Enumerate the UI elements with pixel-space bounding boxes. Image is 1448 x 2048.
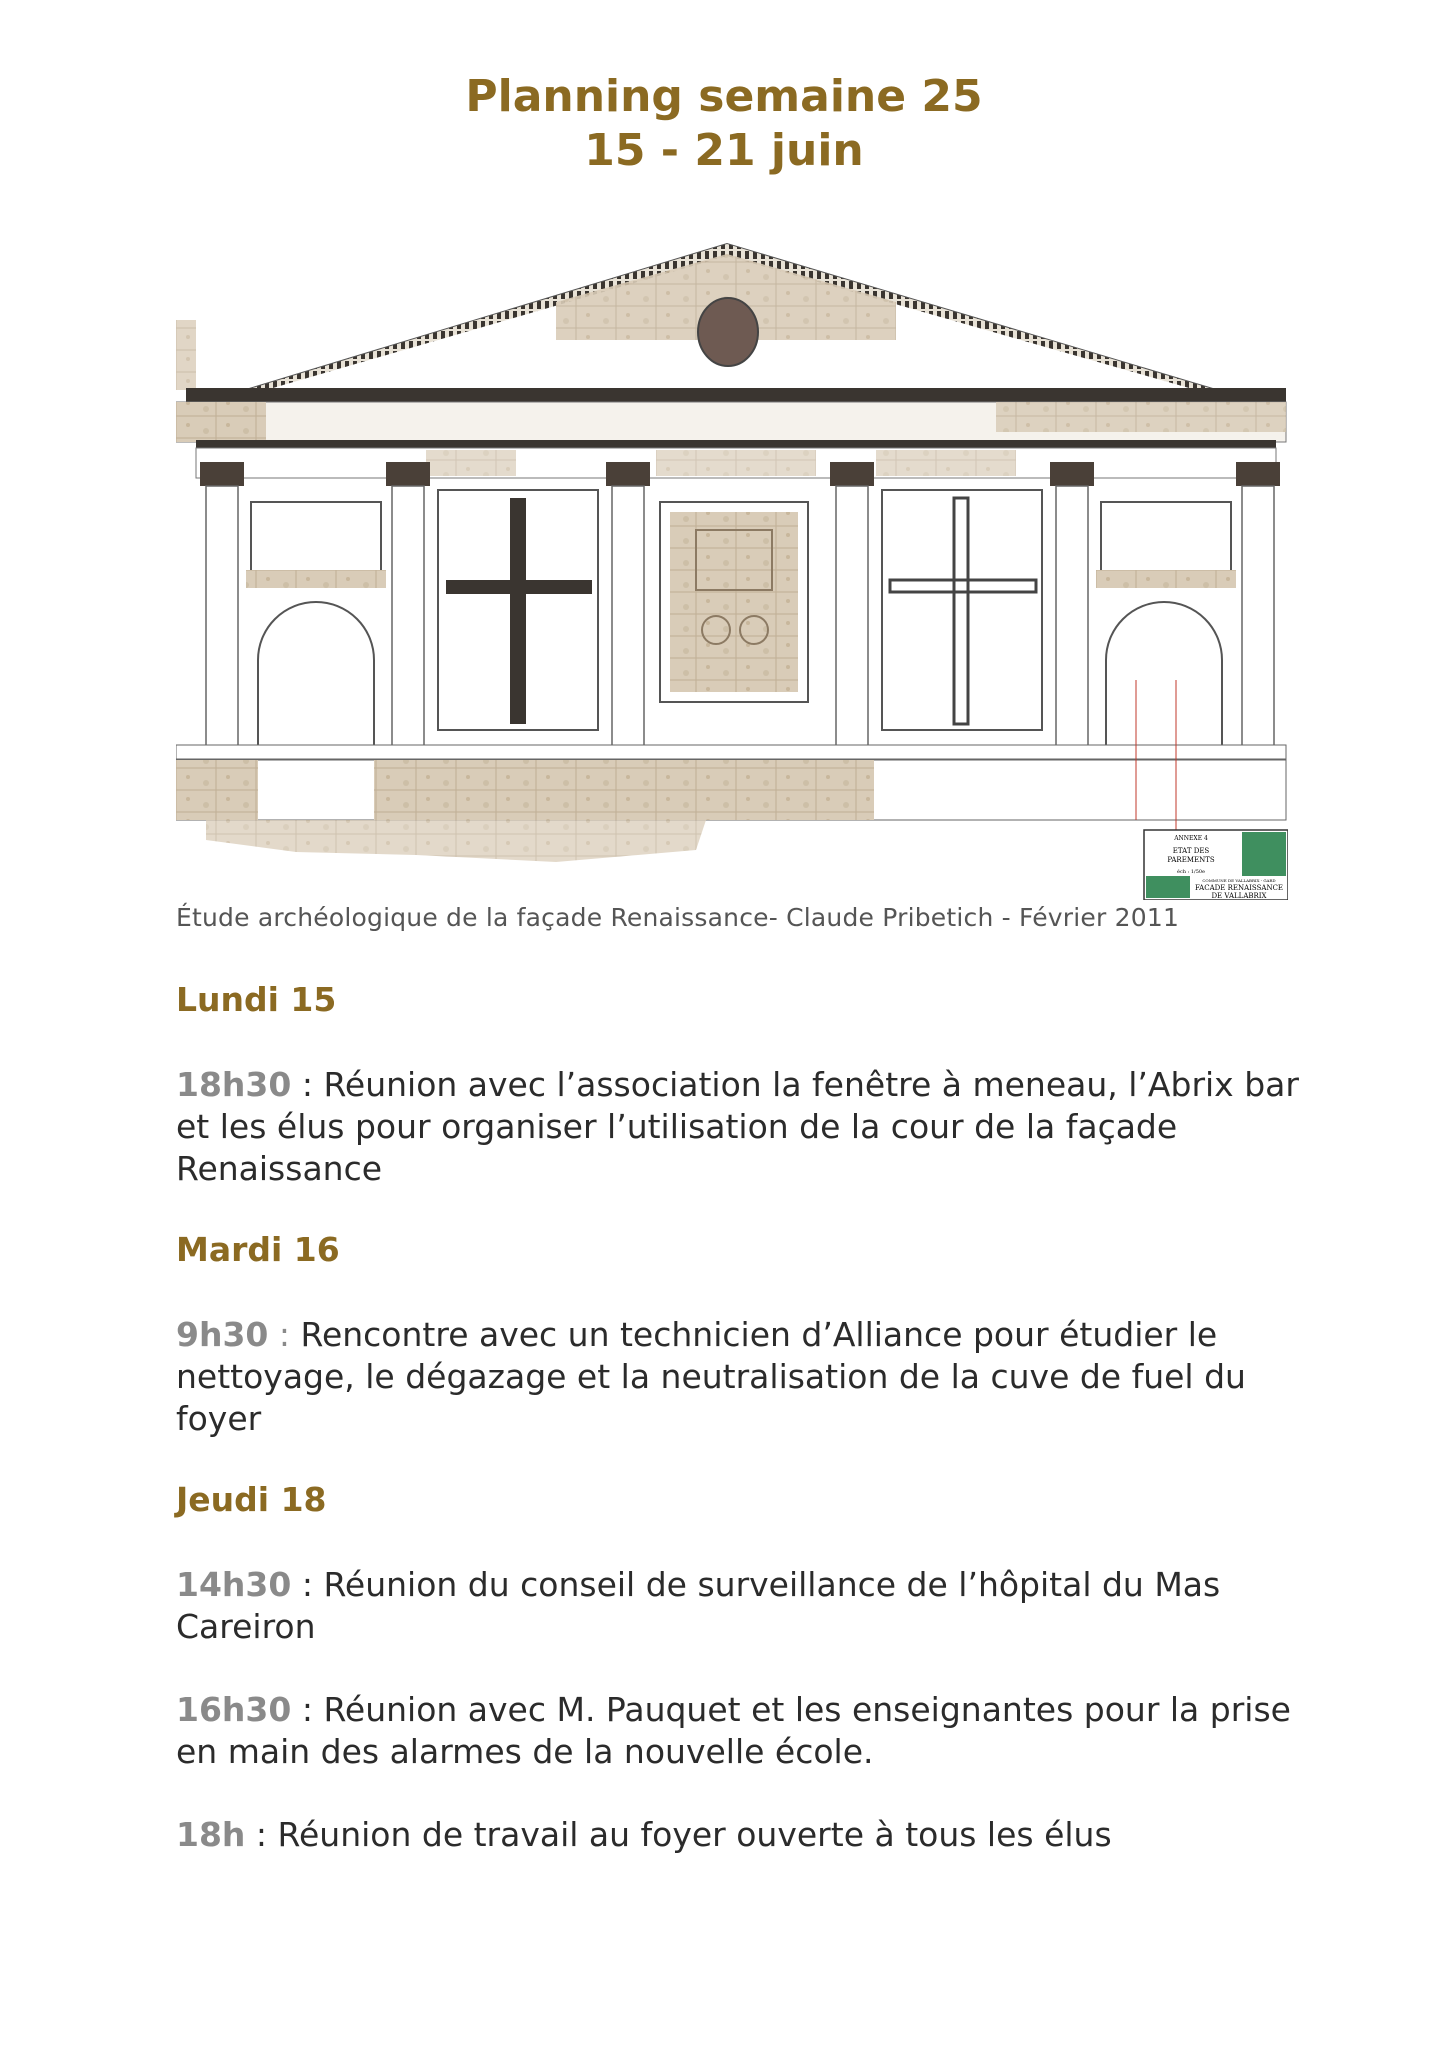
figure-caption: Étude archéologique de la façade Renaissance- Claude Pribetich - Février 2011: [176, 903, 1180, 932]
event-time: 18h30: [176, 1065, 292, 1104]
cartouche-project-line1: FACADE RENAISSANCE: [1194, 884, 1284, 892]
event-time: 14h30: [176, 1565, 292, 1604]
event-time: 18h: [176, 1815, 246, 1854]
facade-elevation-drawing: [176, 240, 1288, 900]
event-text: Réunion de travail au foyer ouverte à tous les élus: [277, 1815, 1112, 1854]
drawing-cartouche: [1144, 830, 1288, 900]
event-time: 9h30: [176, 1315, 269, 1354]
event-text: Réunion du conseil de surveillance de l’hôpital du Mas Careiron: [176, 1565, 1221, 1646]
cartouche-label-line1: ETAT DES: [1172, 847, 1210, 855]
cartouche-commune: COMMUNE DE VALLABRIX - GARD: [1202, 878, 1276, 883]
cartouche-label-line2: PAREMENTS: [1167, 856, 1215, 864]
event-entry: [176, 1564, 1306, 1648]
event-entry: [176, 1814, 1306, 1856]
event-separator: :: [291, 1565, 324, 1604]
event-text: Réunion avec l’association la fenêtre à meneau, l’Abrix bar et les élus pour organiser l’utilisation de la cour de la façade Renaissance: [176, 1065, 1299, 1188]
cartouche-scale: éch : 1/50e: [1176, 869, 1206, 875]
day-heading-lundi: Lundi 15: [176, 980, 337, 1019]
cartouche-project-line2: DE VALLABRIX: [1211, 892, 1267, 900]
event-text: Réunion avec M. Pauquet et les enseignantes pour la prise en main des alarmes de la nouvelle école.: [176, 1690, 1291, 1771]
event-separator: :: [268, 1315, 301, 1354]
title-line-dates: 15 - 21 juin: [584, 125, 864, 176]
event-time: 16h30: [176, 1690, 292, 1729]
event-separator: :: [245, 1815, 278, 1854]
event-separator: :: [291, 1065, 324, 1104]
cartouche-annex: ANNEXE 4: [1174, 835, 1208, 842]
page-title: [0, 70, 1448, 178]
day-heading-mardi: Mardi 16: [176, 1230, 340, 1269]
event-text: Rencontre avec un technicien d’Alliance pour étudier le nettoyage, le dégazage et la neutralisation de la cuve de fuel du foyer: [176, 1315, 1246, 1438]
day-heading-jeudi: Jeudi 18: [176, 1480, 327, 1519]
event-separator: :: [291, 1690, 324, 1729]
event-entry: [176, 1689, 1306, 1773]
event-entry: [176, 1314, 1306, 1440]
title-line-week: Planning semaine 25: [465, 71, 983, 122]
event-entry: [176, 1064, 1306, 1190]
